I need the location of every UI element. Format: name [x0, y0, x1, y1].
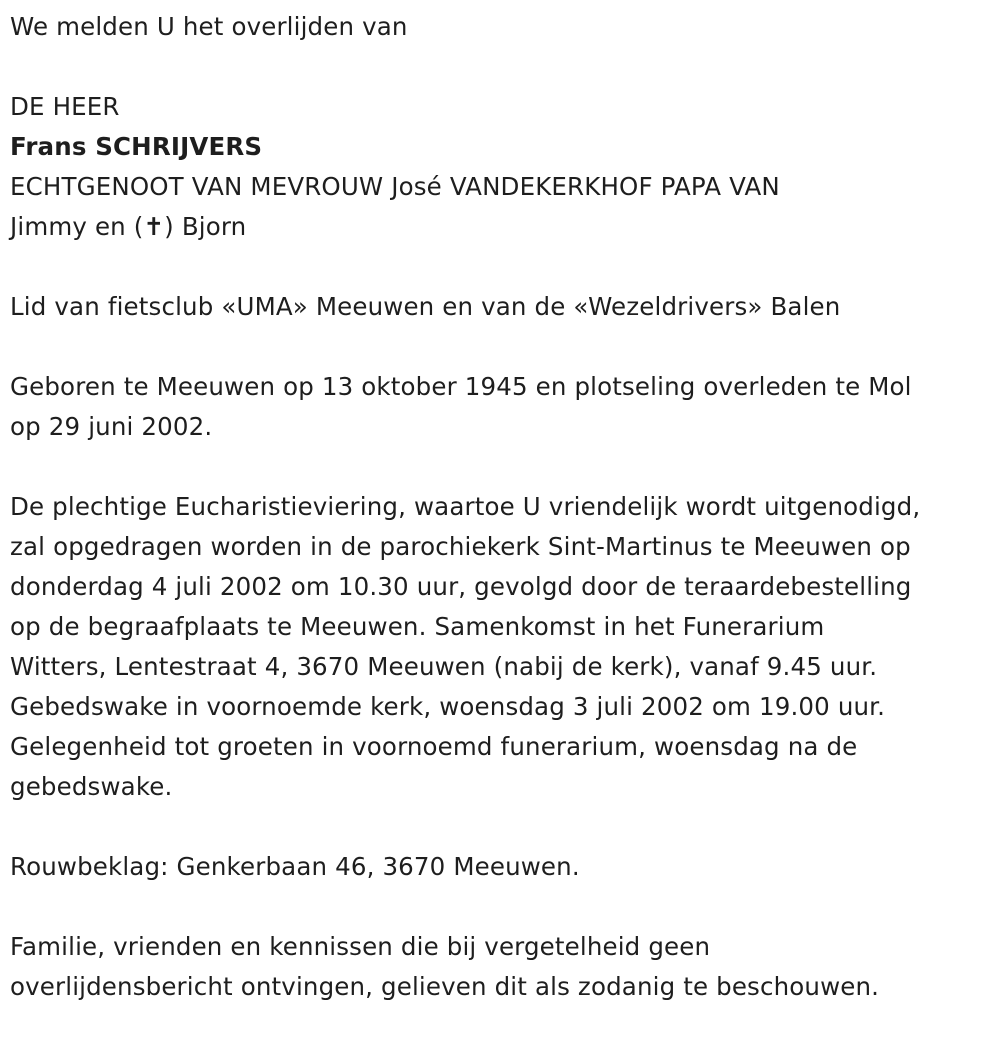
ceremony-paragraph	[10, 487, 995, 807]
ceremony-line: Gelegenheid tot groeten in voornoemd funerarium, woensdag na de	[10, 732, 858, 761]
salutation: DE HEER	[10, 92, 120, 121]
spacer	[10, 807, 995, 847]
condolence-address: Rouwbeklag: Genkerbaan 46, 3670 Meeuwen.	[10, 852, 580, 881]
spacer	[10, 447, 995, 487]
closing-line: overlijdensbericht ontvingen, gelieven dit als zodanig te beschouwen.	[10, 972, 880, 1001]
spacer	[10, 887, 995, 927]
spacer	[10, 47, 995, 87]
ceremony-line: Witters, Lentestraat 4, 3670 Meeuwen (nabij de kerk), vanaf 9.45 uur.	[10, 652, 878, 681]
ceremony-line: zal opgedragen worden in de parochiekerk Sint-Martinus te Meeuwen op	[10, 532, 911, 561]
deceased-name: Frans SCHRIJVERS	[10, 132, 263, 161]
ceremony-line: op de begraafplaats te Meeuwen. Samenkomst in het Funerarium	[10, 612, 825, 641]
ceremony-line: Gebedswake in voornoemde kerk, woensdag 3 juli 2002 om 19.00 uur.	[10, 692, 886, 721]
relation-line-1: ECHTGENOOT VAN MEVROUW José VANDEKERKHOF PAPA VAN	[10, 172, 780, 201]
intro-text: We melden U het overlijden van	[10, 12, 408, 41]
spacer	[10, 327, 995, 367]
relation-line-2: Jimmy en (✝) Bjorn	[10, 212, 247, 241]
birth-death-line-1: Geboren te Meeuwen op 13 oktober 1945 en plotseling overleden te Mol	[10, 372, 912, 401]
ceremony-line: donderdag 4 juli 2002 om 10.30 uur, gevolgd door de teraardebestelling	[10, 572, 912, 601]
death-notice	[10, 7, 995, 1007]
membership-text: Lid van fietsclub «UMA» Meeuwen en van de «Wezeldrivers» Balen	[10, 292, 841, 321]
ceremony-line: gebedswake.	[10, 772, 173, 801]
spacer	[10, 247, 995, 287]
birth-death-line-2: op 29 juni 2002.	[10, 412, 213, 441]
ceremony-line: De plechtige Eucharistieviering, waartoe U vriendelijk wordt uitgenodigd,	[10, 492, 921, 521]
closing-line: Familie, vrienden en kennissen die bij vergetelheid geen	[10, 932, 711, 961]
closing-paragraph	[10, 927, 995, 1007]
